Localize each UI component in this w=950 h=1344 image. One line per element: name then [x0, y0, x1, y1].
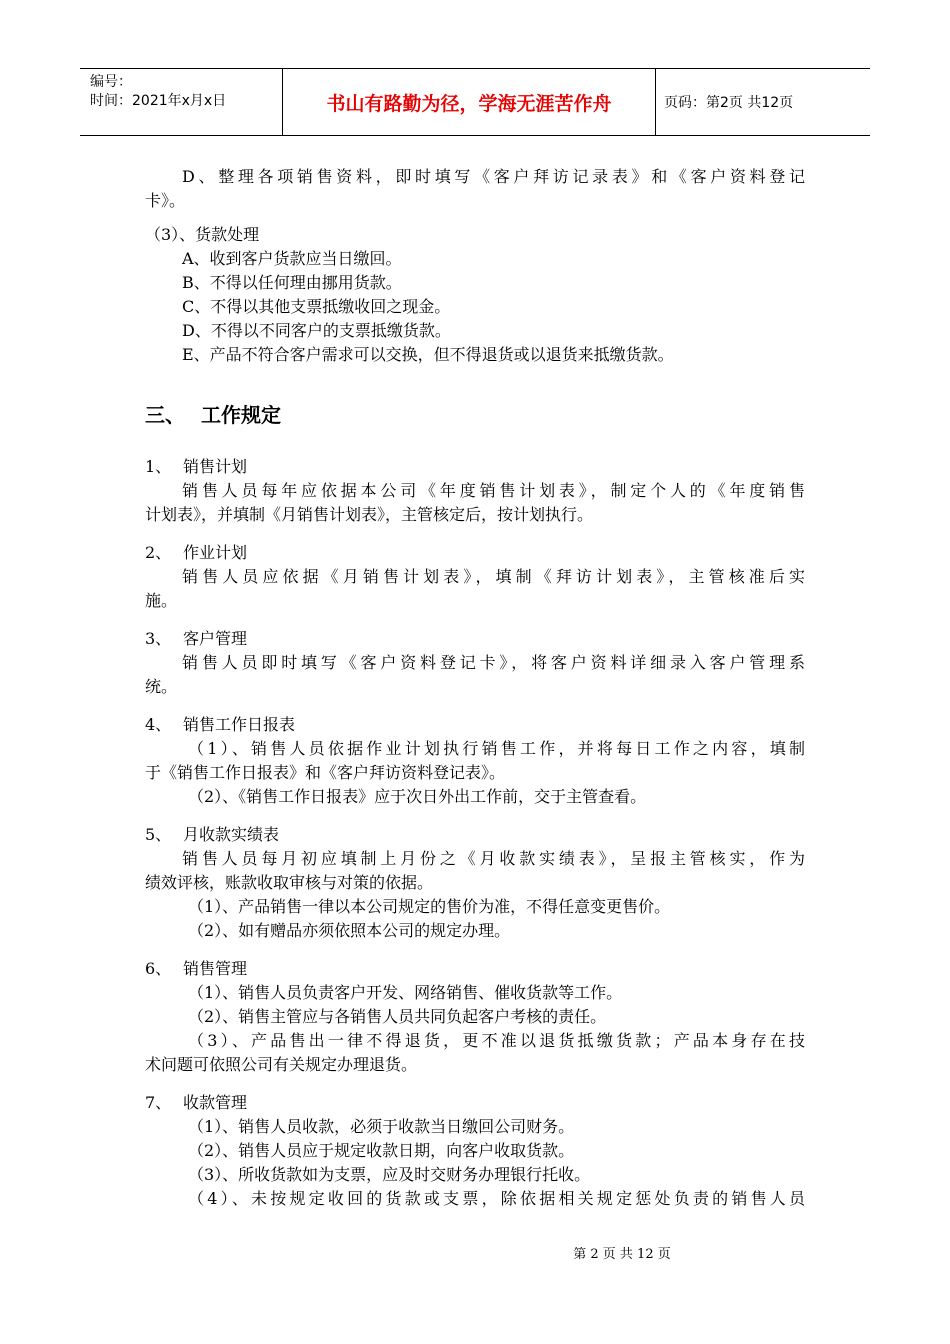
item-number: 6、: [145, 959, 172, 978]
list-item: D、不得以不同客户的支票抵缴货款。: [182, 321, 451, 340]
item-number: 3、: [145, 629, 172, 648]
section-number: 三、: [145, 403, 185, 427]
item-title: 收款管理: [183, 1093, 248, 1112]
subsection-title: （3）、货款处理: [145, 225, 260, 244]
list-item: B、不得以任何理由挪用货款。: [182, 273, 402, 292]
list-item: C、不得以其他支票抵缴收回之现金。: [182, 297, 451, 316]
item-title: 作业计划: [183, 543, 248, 562]
document-body: [145, 165, 805, 1211]
document-time-label: 时间：2021年x月x日: [90, 93, 227, 109]
body-line: （2）、销售主管应与各销售人员共同负起客户考核的责任。: [188, 1007, 607, 1026]
item-number: 1、: [145, 457, 172, 476]
item-heading: [145, 1091, 805, 1115]
item-title: 销售管理: [183, 959, 248, 978]
header-page-info: 页码：第2页 共12页: [664, 95, 794, 111]
item-number: 2、: [145, 543, 172, 562]
body-line: 销售人员每年应依据本公司《年度销售计划表》，制定个人的《年度销售: [182, 481, 805, 500]
page-footer: 第 2 页 共 12 页: [573, 1247, 671, 1262]
list-item: E、产品不符合客户需求可以交换，但不得退货或以退货来抵缴货款。: [182, 345, 674, 364]
item-number: 7、: [145, 1093, 172, 1112]
item-heading: [145, 713, 805, 737]
body-line: 统。: [145, 677, 178, 696]
body-line: 于《销售工作日报表》和《客户拜访资料登记表》。: [145, 763, 506, 782]
header-motto: 书山有路勤为径，学海无涯苦作舟: [283, 69, 656, 135]
page-header: [80, 68, 870, 136]
body-line: （2）、如有赠品亦须依照本公司的规定办理。: [188, 921, 511, 940]
item-heading: [145, 823, 805, 847]
item-title: 销售计划: [183, 457, 248, 476]
item-number: 4、: [145, 715, 172, 734]
item-title: 月收款实绩表: [183, 825, 280, 844]
body-line: （1）、销售人员依据作业计划执行销售工作，并将每日工作之内容，填制: [188, 739, 805, 758]
body-line: 施。: [145, 591, 178, 610]
body-line: （3）、产品售出一律不得退货，更不准以退货抵缴货款；产品本身存在技: [188, 1031, 805, 1050]
item-heading: [145, 627, 805, 651]
body-line: （1）、销售人员负责客户开发、网络销售、催收货款等工作。: [188, 983, 623, 1002]
body-line: 术问题可依照公司有关规定办理退货。: [145, 1055, 418, 1074]
body-line: （1）、销售人员收款，必须于收款当日缴回公司财务。: [188, 1117, 575, 1136]
item-heading: [145, 541, 805, 565]
header-meta: [80, 69, 283, 135]
section-heading: [145, 401, 805, 429]
item-heading: [145, 957, 805, 981]
body-line: 销售人员应依据《月销售计划表》，填制《拜访计划表》，主管核准后实: [182, 567, 805, 586]
body-line: （1）、产品销售一律以本公司规定的售价为准，不得任意变更售价。: [188, 897, 671, 916]
body-line: D、整理各项销售资料，即时填写《客户拜访记录表》和《客户资料登记: [182, 167, 805, 186]
body-line: 绩效评核，账款收取审核与对策的依据。: [145, 873, 434, 892]
section-title: 工作规定: [201, 403, 281, 427]
body-line: 销售人员即时填写《客户资料登记卡》，将客户资料详细录入客户管理系: [182, 653, 805, 672]
item-number: 5、: [145, 825, 172, 844]
item-title: 客户管理: [183, 629, 248, 648]
item-heading: [145, 455, 805, 479]
body-line: （3）、所收货款如为支票，应及时交财务办理银行托收。: [188, 1165, 591, 1184]
body-line: 销售人员每月初应填制上月份之《月收款实绩表》，呈报主管核实，作为: [182, 849, 805, 868]
body-line: （4）、未按规定收回的货款或支票，除依据相关规定惩处负责的销售人员: [188, 1189, 805, 1208]
body-line: （2）、销售人员应于规定收款日期，向客户收取货款。: [188, 1141, 575, 1160]
item-title: 销售工作日报表: [183, 715, 296, 734]
list-item: A、收到客户货款应当日缴回。: [182, 249, 402, 268]
body-line: 卡》。: [145, 191, 186, 210]
body-line: （2）、《销售工作日报表》应于次日外出工作前，交于主管查看。: [188, 787, 647, 806]
document-number-label: 编号：: [90, 74, 132, 90]
body-line: 计划表》，并填制《月销售计划表》，主管核定后，按计划执行。: [145, 505, 594, 524]
